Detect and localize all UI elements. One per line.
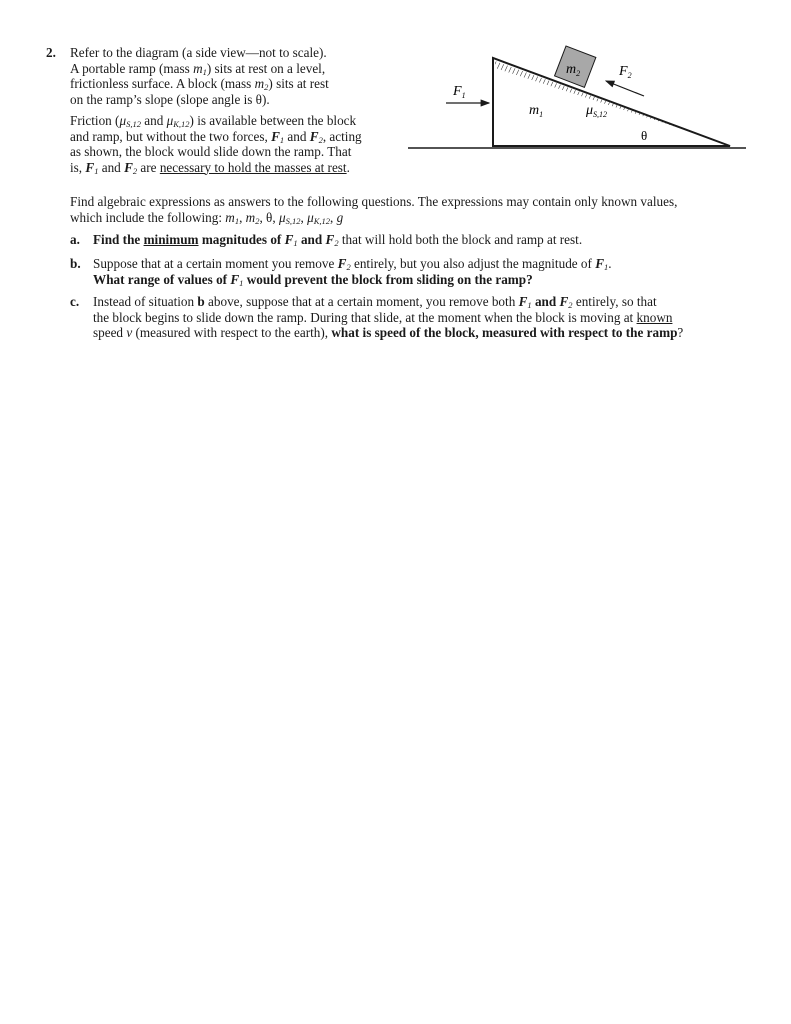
label-f2: $F_2$ xyxy=(619,64,632,80)
find-instructions: Find algebraic expressions as answers to the following questions. The expressions may contain only known values, which include the following: $m_1$, $m_2$, θ, $\mu_{S,12}$, $\mu_{K,12}$, g xyxy=(70,194,678,226)
ramp-triangle xyxy=(493,58,730,146)
label-mu: $\mu_{S,12}$ xyxy=(586,103,608,119)
intro-paragraph-1: Refer to the diagram (a side view—not to scale). A portable ramp (mass $m_1$) sits at rest on a level, frictionless surface. A block (mass $m_2$) sits at rest on the ramp’s slope (slope angle is θ). xyxy=(70,45,329,107)
part-b-text: Suppose that at a certain moment you remove $F_2$ entirely, but you also adjust the magnitude of $F_1$. What range of values of $F_1$ would prevent the block from sliding on the ramp? xyxy=(93,256,612,288)
question-number: 2. xyxy=(46,45,56,60)
part-a xyxy=(70,232,750,250)
force-f2-arrow xyxy=(606,81,644,96)
part-b-label: b. xyxy=(70,256,81,271)
label-theta: θ xyxy=(641,128,648,143)
part-c-label: c. xyxy=(70,294,80,309)
part-c-text: Instead of situation b above, suppose that at a certain moment, you remove both $F_1$ and $F_2$ entirely, so that the block begins to slide down the ramp. During that slide, at the moment when the block is moving at known speed v (measured with respect to the earth), what is speed of the block, measured with respect to the ramp? xyxy=(93,294,684,340)
part-a-label: a. xyxy=(70,232,80,247)
question-intro xyxy=(70,45,370,175)
part-a-text: Find the minimum magnitudes of $F_1$ and $F_2$ that will hold both the block and ramp at rest. xyxy=(93,232,583,248)
label-f1: $F_1$ xyxy=(453,84,466,100)
intro-paragraph-2: Friction ($\mu_{S,12}$ and $\mu_{K,12}$) is available between the block and ramp, but without the two forces, $F_1$ and $F_2$, acting as shown, the block would slide down the ramp. That is, $F_1$ and $F_2$ are necessary to hold the masses at rest. xyxy=(70,113,362,176)
part-b xyxy=(70,256,750,290)
label-m2: $m_2$ xyxy=(566,62,581,78)
ramp-diagram xyxy=(400,40,750,160)
label-m1: $m_1$ xyxy=(529,103,544,119)
part-c xyxy=(70,294,750,344)
